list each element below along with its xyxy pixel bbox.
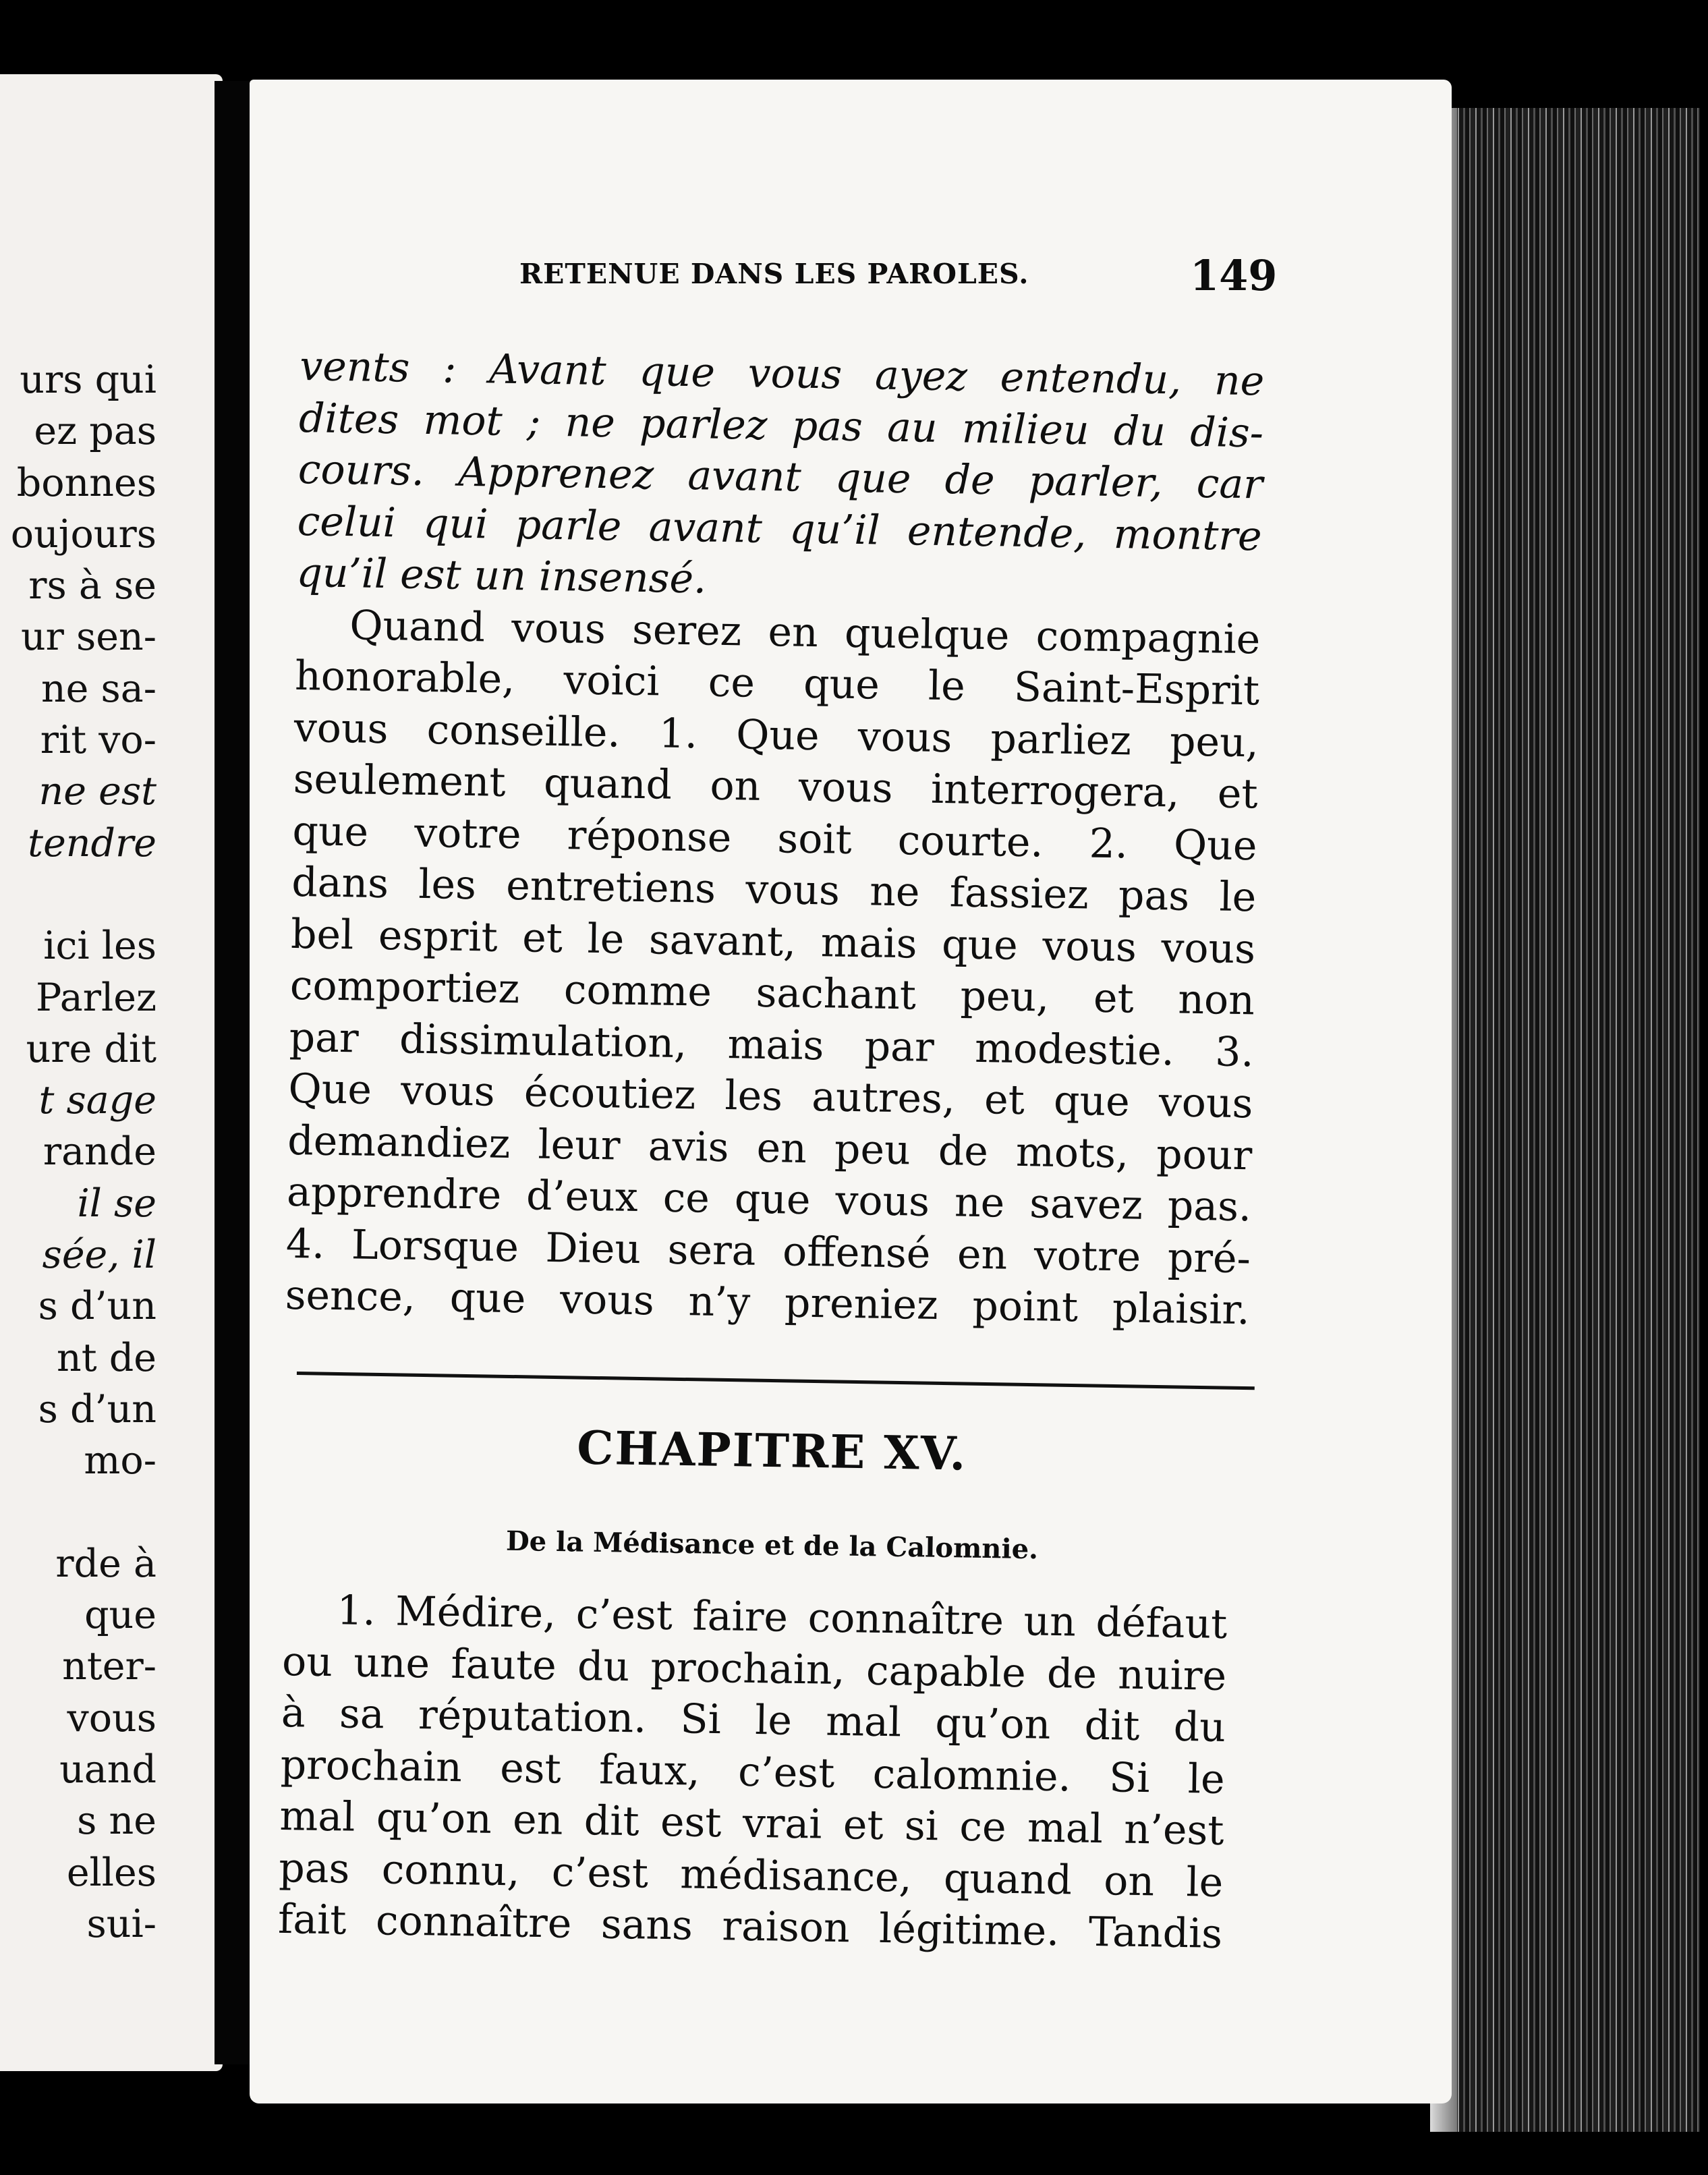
facing-page-line: elles: [66, 1850, 156, 1895]
facing-page-line: [0, 869, 156, 920]
facing-page-line: ne sa-: [40, 666, 156, 711]
text-line: bel esprit et le savant, mais que vous vous: [290, 910, 1256, 973]
facing-page-line: oujours: [10, 511, 156, 557]
facing-page-line: urs qui: [20, 358, 156, 402]
facing-page-line: rde à: [55, 1541, 156, 1586]
facing-page-line: [0, 1487, 156, 1538]
body-text: [285, 341, 1265, 1336]
text-line: apprendre d’eux ce que vous ne savez pas.: [286, 1168, 1252, 1231]
text-line: Que vous écoutiez les autres, et que vous: [288, 1065, 1253, 1128]
facing-page-line: s d’un: [38, 1284, 156, 1329]
text-line: 1. Médire, c’est faire connaître un défaut: [336, 1587, 1228, 1648]
text-line: vous conseille. 1. Que vous parliez peu,: [293, 704, 1259, 766]
facing-page-line: mo-: [84, 1438, 156, 1484]
text-line: mal qu’on en dit est vrai et si ce mal n’est: [279, 1792, 1224, 1855]
page-number: 149: [1190, 251, 1278, 300]
text-line: qu’il est un insensé.: [296, 548, 707, 603]
facing-page-line: que: [84, 1593, 156, 1638]
text-line: par dissimulation, mais par modestie. 3.: [289, 1013, 1255, 1076]
chapter-subtitle: De la Médisance et de la Calomnie.: [505, 1525, 1039, 1566]
text-line: à sa réputation. Si le mal qu’on dit du: [281, 1689, 1226, 1751]
text-line: pas connu, c’est médisance, quand on le: [278, 1844, 1224, 1906]
text-line: celui qui parle avant qu’il entende, montre: [297, 497, 1263, 560]
facing-page-line: s d’un: [38, 1386, 156, 1432]
text-line: demandiez leur avis en peu de mots, pour: [287, 1117, 1253, 1179]
running-head: [0, 0, 1708, 337]
facing-page-line: rit vo-: [40, 718, 156, 763]
facing-page-left: [0, 74, 223, 2071]
running-head-title: RETENUE DANS LES PAROLES.: [519, 258, 1029, 290]
facing-page-line: il se: [77, 1181, 156, 1226]
facing-page-line: ure dit: [26, 1026, 156, 1071]
page-edges: [1430, 108, 1700, 2132]
text-line: que votre réponse soit courte. 2. Que: [292, 807, 1257, 870]
text-line: sence, que vous n’y preniez point plaisir.: [285, 1271, 1251, 1334]
facing-page-line: bonnes: [16, 460, 156, 505]
text-line: cours. Apprenez avant que de parler, car: [297, 445, 1263, 509]
facing-page-line: nt de: [57, 1335, 156, 1380]
facing-page-line: Parlez: [35, 975, 156, 1020]
facing-page-line: rs à se: [28, 563, 156, 609]
facing-page-line: t sage: [38, 1078, 156, 1123]
facing-page-line: s ne: [77, 1799, 156, 1844]
facing-page-line: sée, il: [42, 1233, 156, 1278]
text-line: prochain est faux, c’est calomnie. Si le: [280, 1741, 1226, 1803]
facing-page-line: rande: [42, 1129, 156, 1175]
chapter-title: CHAPITRE XV.: [576, 1421, 967, 1481]
text-line: honorable, voici ce que le Saint-Esprit: [294, 652, 1260, 715]
facing-page-line: uand: [59, 1747, 156, 1792]
chapter-body-text: [278, 1584, 1228, 1960]
facing-page-text: [0, 354, 156, 1950]
text-line: dites mot ; ne parlez pas au milieu du dis-: [298, 394, 1264, 457]
facing-page-line: ici les: [43, 924, 156, 969]
text-line: ou une faute du prochain, capable de nuire: [281, 1637, 1227, 1700]
facing-page-line: vous: [67, 1695, 156, 1741]
facing-page-line: tendre: [28, 820, 156, 866]
text-line: Quand vous serez en quelque compagnie: [349, 601, 1261, 663]
text-line: vents : Avant que vous ayez entendu, ne: [299, 342, 1265, 405]
text-line: comportiez comme sachant peu, et non: [289, 961, 1255, 1025]
facing-page-line: ur sen-: [20, 615, 156, 660]
facing-page-line: ez pas: [34, 409, 156, 454]
text-line: seulement quand on vous interrogera, et: [293, 755, 1259, 818]
text-line: fait connaître sans raison légitime. Tandis: [277, 1895, 1223, 1958]
facing-page-line: sui-: [86, 1901, 156, 1946]
facing-page-line: ne est: [38, 769, 156, 814]
text-line: dans les entretiens vous ne fassiez pas le: [291, 858, 1257, 922]
book-gutter: [215, 81, 254, 2064]
facing-page-line: nter-: [62, 1644, 156, 1689]
text-line: 4. Lorsque Dieu sera offensé en votre pré-: [285, 1220, 1251, 1282]
